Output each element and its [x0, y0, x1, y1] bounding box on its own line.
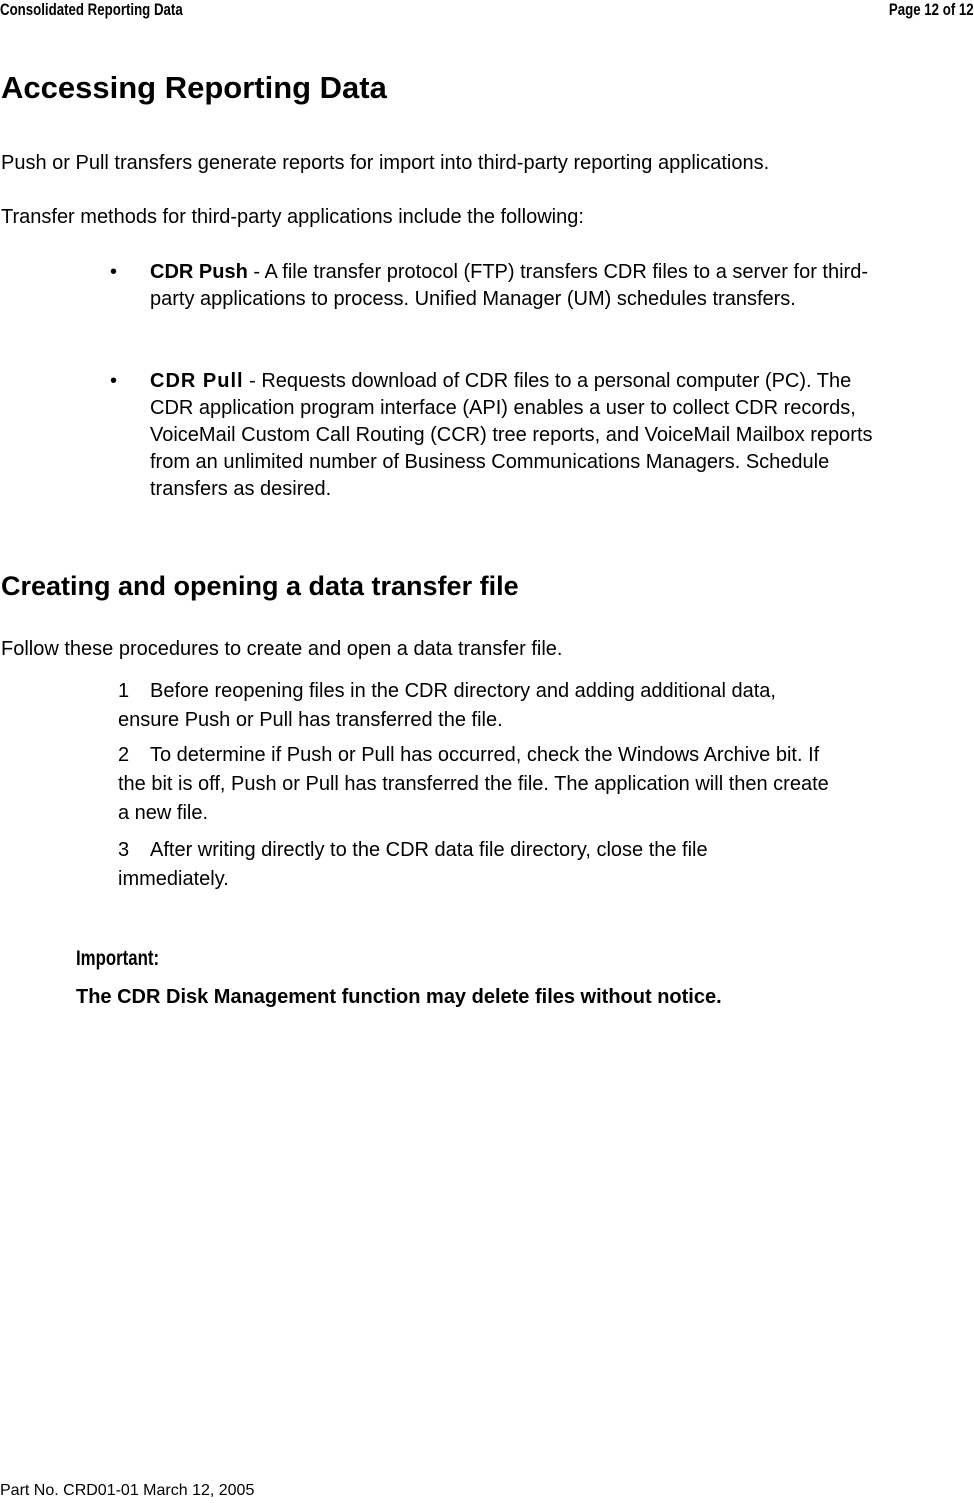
bullet-term: CDR Push	[150, 261, 248, 283]
header-title: Consolidated Reporting Data	[0, 0, 183, 19]
step-text: To determine if Push or Pull has occurred, check the Windows Archive bit. If the bit is off, Push or Pull has transferred the file. The application will then create a new file.	[118, 744, 829, 824]
subsection-title: Creating and opening a data transfer file	[1, 571, 519, 601]
footer-part-number: Part No. CRD01-01 March 12, 2005	[0, 1482, 255, 1499]
bullet-text: - A file transfer protocol (FTP) transfers CDR files to a server for third-party applications to process. Unified Manager (UM) schedules transfers.	[150, 261, 868, 310]
page-number: Page 12 of 12	[889, 0, 974, 19]
bullet-icon: •	[110, 261, 118, 283]
bullet-icon: •	[110, 370, 118, 392]
step-text: Before reopening files in the CDR directory and adding additional data, ensure Push or Pull has transferred the file.	[118, 680, 776, 731]
step-number: 1	[118, 680, 130, 702]
procedure-intro: Follow these procedures to create and open a data transfer file.	[1, 638, 563, 660]
bullet-text: - Requests download of CDR files to a personal computer (PC). The CDR application program interface (API) enables a user to collect CDR records, VoiceMail Custom Call Routing (CCR) tree reports, and VoiceMail Mailbox reports from an unlimited number of Business Communications Managers. Schedule transfers as desired.	[150, 370, 873, 500]
step-1	[118, 677, 838, 735]
step-text: After writing directly to the CDR data file directory, close the file immediately.	[118, 839, 708, 890]
important-label: Important:	[76, 947, 160, 970]
step-3	[118, 836, 768, 894]
section-title: Accessing Reporting Data	[1, 70, 387, 105]
step-2	[118, 741, 838, 828]
intro-paragraph: Push or Pull transfers generate reports for import into third-party reporting applications.	[1, 152, 770, 174]
bullet-cdr-push	[110, 259, 890, 313]
step-number: 2	[118, 744, 130, 766]
important-note: The CDR Disk Management function may delete files without notice.	[76, 986, 722, 1008]
bullet-term: CDR Pull	[150, 370, 244, 392]
methods-intro: Transfer methods for third-party applications include the following:	[1, 206, 584, 228]
bullet-cdr-pull	[110, 368, 890, 503]
step-number: 3	[118, 839, 130, 861]
